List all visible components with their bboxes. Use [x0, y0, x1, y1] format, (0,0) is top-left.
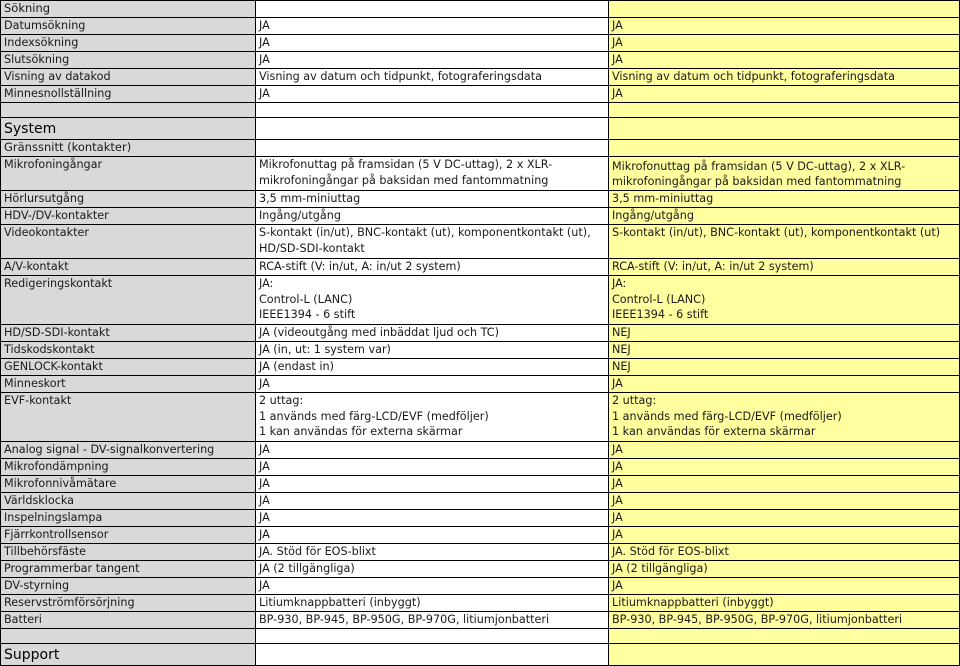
cell-a: JA: [256, 86, 609, 103]
cell-line: IEEE1394 - 6 stift: [612, 308, 709, 322]
cell-a: [256, 644, 609, 666]
row-label: Datumsökning: [1, 18, 256, 35]
cell-b: JA: [609, 493, 960, 510]
row-label: EVF-kontakt: [1, 393, 256, 442]
cell-a: JA: [256, 510, 609, 527]
cell-b: JA: [609, 578, 960, 595]
cell-line: 1 används med färg-LCD/EVF (medföljer): [259, 409, 489, 423]
cell-a: JA: [256, 442, 609, 459]
cell-a: Visning av datum och tidpunkt, fotograferingsdata: [256, 69, 609, 86]
table-row: [1, 578, 960, 595]
table-row: [1, 69, 960, 86]
cell-b: 3,5 mm-miniuttag: [609, 191, 960, 208]
row-label: Slutsökning: [1, 52, 256, 69]
row-label: Minneskort: [1, 376, 256, 393]
table-row: [1, 157, 960, 191]
cell-a: JA: [256, 459, 609, 476]
row-label: GENLOCK-kontakt: [1, 359, 256, 376]
cell-b: NEJ: [609, 325, 960, 342]
table-row: [1, 18, 960, 35]
row-label: Analog signal - DV-signalkonvertering: [1, 442, 256, 459]
table-row: [1, 595, 960, 612]
table-row: [1, 359, 960, 376]
subsection-heading-interfaces: Gränssnitt (kontakter): [1, 140, 256, 157]
cell-a: 3,5 mm-miniuttag: [256, 191, 609, 208]
table-row: [1, 225, 960, 259]
row-label: Tidskodskontakt: [1, 342, 256, 359]
cell-b: [609, 393, 960, 442]
table-row: [1, 644, 960, 666]
cell-a: JA: [256, 376, 609, 393]
cell-a: Litiumknappbatteri (inbyggt): [256, 595, 609, 612]
row-label: Minnesnollställning: [1, 86, 256, 103]
row-label: A/V-kontakt: [1, 259, 256, 276]
cell-a: [256, 157, 609, 191]
row-label: Inspelningslampa: [1, 510, 256, 527]
cell-line: Control-L (LANC): [612, 292, 706, 306]
table-row: [1, 259, 960, 276]
cell-a: JA (videoutgång med inbäddat ljud och TC): [256, 325, 609, 342]
cell-line: S-kontakt (in/ut), BNC-kontakt (ut), komponentkontakt (ut),: [259, 226, 591, 239]
cell-a: RCA-stift (V: in/ut, A: in/ut 2 system): [256, 259, 609, 276]
cell-b: Visning av datum och tidpunkt, fotograferingsdata: [609, 69, 960, 86]
cell-b: JA: [609, 376, 960, 393]
table-row: [1, 476, 960, 493]
cell-b: [609, 118, 960, 140]
cell-b: [609, 276, 960, 325]
table-row: [1, 612, 960, 629]
cell-b: NEJ: [609, 342, 960, 359]
row-label: Visning av datakod: [1, 69, 256, 86]
table-row: [1, 527, 960, 544]
cell-line: Mikrofonuttag på framsidan (5 V DC-uttag), 2 x XLR-: [259, 158, 553, 171]
table-row: [1, 191, 960, 208]
cell-line: 2 uttag:: [612, 394, 657, 407]
table-row: [1, 442, 960, 459]
cell-line: IEEE1394 - 6 stift: [259, 308, 356, 322]
cell-a: BP-930, BP-945, BP-950G, BP-970G, litiumjonbatteri: [256, 612, 609, 629]
cell-b: NEJ: [609, 359, 960, 376]
cell-b: JA (2 tillgängliga): [609, 561, 960, 578]
cell-line: JA:: [612, 277, 627, 290]
table-row: [1, 118, 960, 140]
table-row: [1, 459, 960, 476]
spacer-cell: [609, 103, 960, 118]
cell-a: JA: [256, 476, 609, 493]
row-label: Mikrofondämpning: [1, 459, 256, 476]
table-row-spacer: [1, 629, 960, 644]
table-row: [1, 86, 960, 103]
spacer-cell: [609, 629, 960, 644]
cell-a: JA: [256, 18, 609, 35]
cell-b: BP-930, BP-945, BP-950G, BP-970G, litiumjonbatteri: [609, 612, 960, 629]
cell-b: JA: [609, 459, 960, 476]
cell-a: JA (in, ut: 1 system var): [256, 342, 609, 359]
cell-a: [256, 118, 609, 140]
row-label: Redigeringskontakt: [1, 276, 256, 325]
row-label: Världsklocka: [1, 493, 256, 510]
cell-line: 1 kan användas för externa skärmar: [612, 425, 816, 439]
table-row-spacer: [1, 103, 960, 118]
spec-table-body: [1, 1, 960, 666]
table-row: [1, 561, 960, 578]
table-row: [1, 493, 960, 510]
row-label: HD/SD-SDI-kontakt: [1, 325, 256, 342]
row-label: Hörlursutgång: [1, 191, 256, 208]
row-label: Programmerbar tangent: [1, 561, 256, 578]
cell-a: JA (endast in): [256, 359, 609, 376]
row-label: DV-styrning: [1, 578, 256, 595]
cell-b: JA: [609, 442, 960, 459]
cell-a: JA (2 tillgängliga): [256, 561, 609, 578]
table-row: [1, 393, 960, 442]
cell-b: Litiumknappbatteri (inbyggt): [609, 595, 960, 612]
cell-b: Ingång/utgång: [609, 208, 960, 225]
spacer-cell: [1, 629, 256, 644]
row-label: Mikrofonnivåmätare: [1, 476, 256, 493]
cell-a: [256, 276, 609, 325]
cell-line: JA:: [259, 277, 274, 290]
spacer-cell: [256, 103, 609, 118]
cell-b: JA. Stöd för EOS-blixt: [609, 544, 960, 561]
cell-b: JA: [609, 35, 960, 52]
spacer-cell: [256, 629, 609, 644]
cell-a: JA: [256, 578, 609, 595]
cell-a: [256, 393, 609, 442]
cell-b: [609, 644, 960, 666]
cell-line: Mikrofonuttag på framsidan (5 V DC-uttag), 2 x XLR-: [612, 159, 906, 173]
cell-b: S-kontakt (in/ut), BNC-kontakt (ut), komponentkontakt (ut): [609, 225, 960, 259]
cell-line: HD/SD-SDI-kontakt: [259, 241, 365, 255]
row-label: Fjärrkontrollsensor: [1, 527, 256, 544]
row-label: Batteri: [1, 612, 256, 629]
section-heading-support: Support: [1, 644, 256, 666]
cell-a: JA. Stöd för EOS-blixt: [256, 544, 609, 561]
row-label: Mikrofoningångar: [1, 157, 256, 191]
spacer-cell: [1, 103, 256, 118]
row-label: Indexsökning: [1, 35, 256, 52]
cell-a: JA: [256, 35, 609, 52]
table-row: [1, 325, 960, 342]
table-row: [1, 140, 960, 157]
table-row: [1, 510, 960, 527]
cell-a: JA: [256, 493, 609, 510]
cell-line: 1 kan användas för externa skärmar: [259, 425, 463, 439]
cell-b: JA: [609, 510, 960, 527]
table-row: [1, 276, 960, 325]
table-row: [1, 35, 960, 52]
cell-b: [609, 157, 960, 191]
cell-b: JA: [609, 476, 960, 493]
row-label: Tillbehörsfäste: [1, 544, 256, 561]
table-row: [1, 376, 960, 393]
section-heading-sokning: Sökning: [1, 1, 256, 18]
cell-b: JA: [609, 18, 960, 35]
cell-a: [256, 140, 609, 157]
table-row: [1, 544, 960, 561]
section-heading-system: System: [1, 118, 256, 140]
cell-line: mikrofoningångar på baksidan med fantommatning: [259, 173, 549, 187]
cell-line: mikrofoningångar på baksidan med fantommatning: [612, 175, 902, 189]
table-row: [1, 342, 960, 359]
cell-b: [609, 1, 960, 18]
cell-b: RCA-stift (V: in/ut, A: in/ut 2 system): [609, 259, 960, 276]
cell-line: 2 uttag:: [259, 394, 304, 407]
cell-a: [256, 225, 609, 259]
cell-a: [256, 1, 609, 18]
cell-a: JA: [256, 527, 609, 544]
cell-line: Control-L (LANC): [259, 292, 353, 306]
table-row: [1, 52, 960, 69]
table-row: [1, 1, 960, 18]
cell-b: JA: [609, 52, 960, 69]
row-label: Videokontakter: [1, 225, 256, 259]
cell-b: JA: [609, 527, 960, 544]
row-label: HDV-/DV-kontakter: [1, 208, 256, 225]
cell-b: JA: [609, 86, 960, 103]
table-row: [1, 208, 960, 225]
cell-a: JA: [256, 52, 609, 69]
cell-b: [609, 140, 960, 157]
cell-a: Ingång/utgång: [256, 208, 609, 225]
row-label: Reservströmförsörjning: [1, 595, 256, 612]
cell-line: 1 används med färg-LCD/EVF (medföljer): [612, 409, 842, 423]
